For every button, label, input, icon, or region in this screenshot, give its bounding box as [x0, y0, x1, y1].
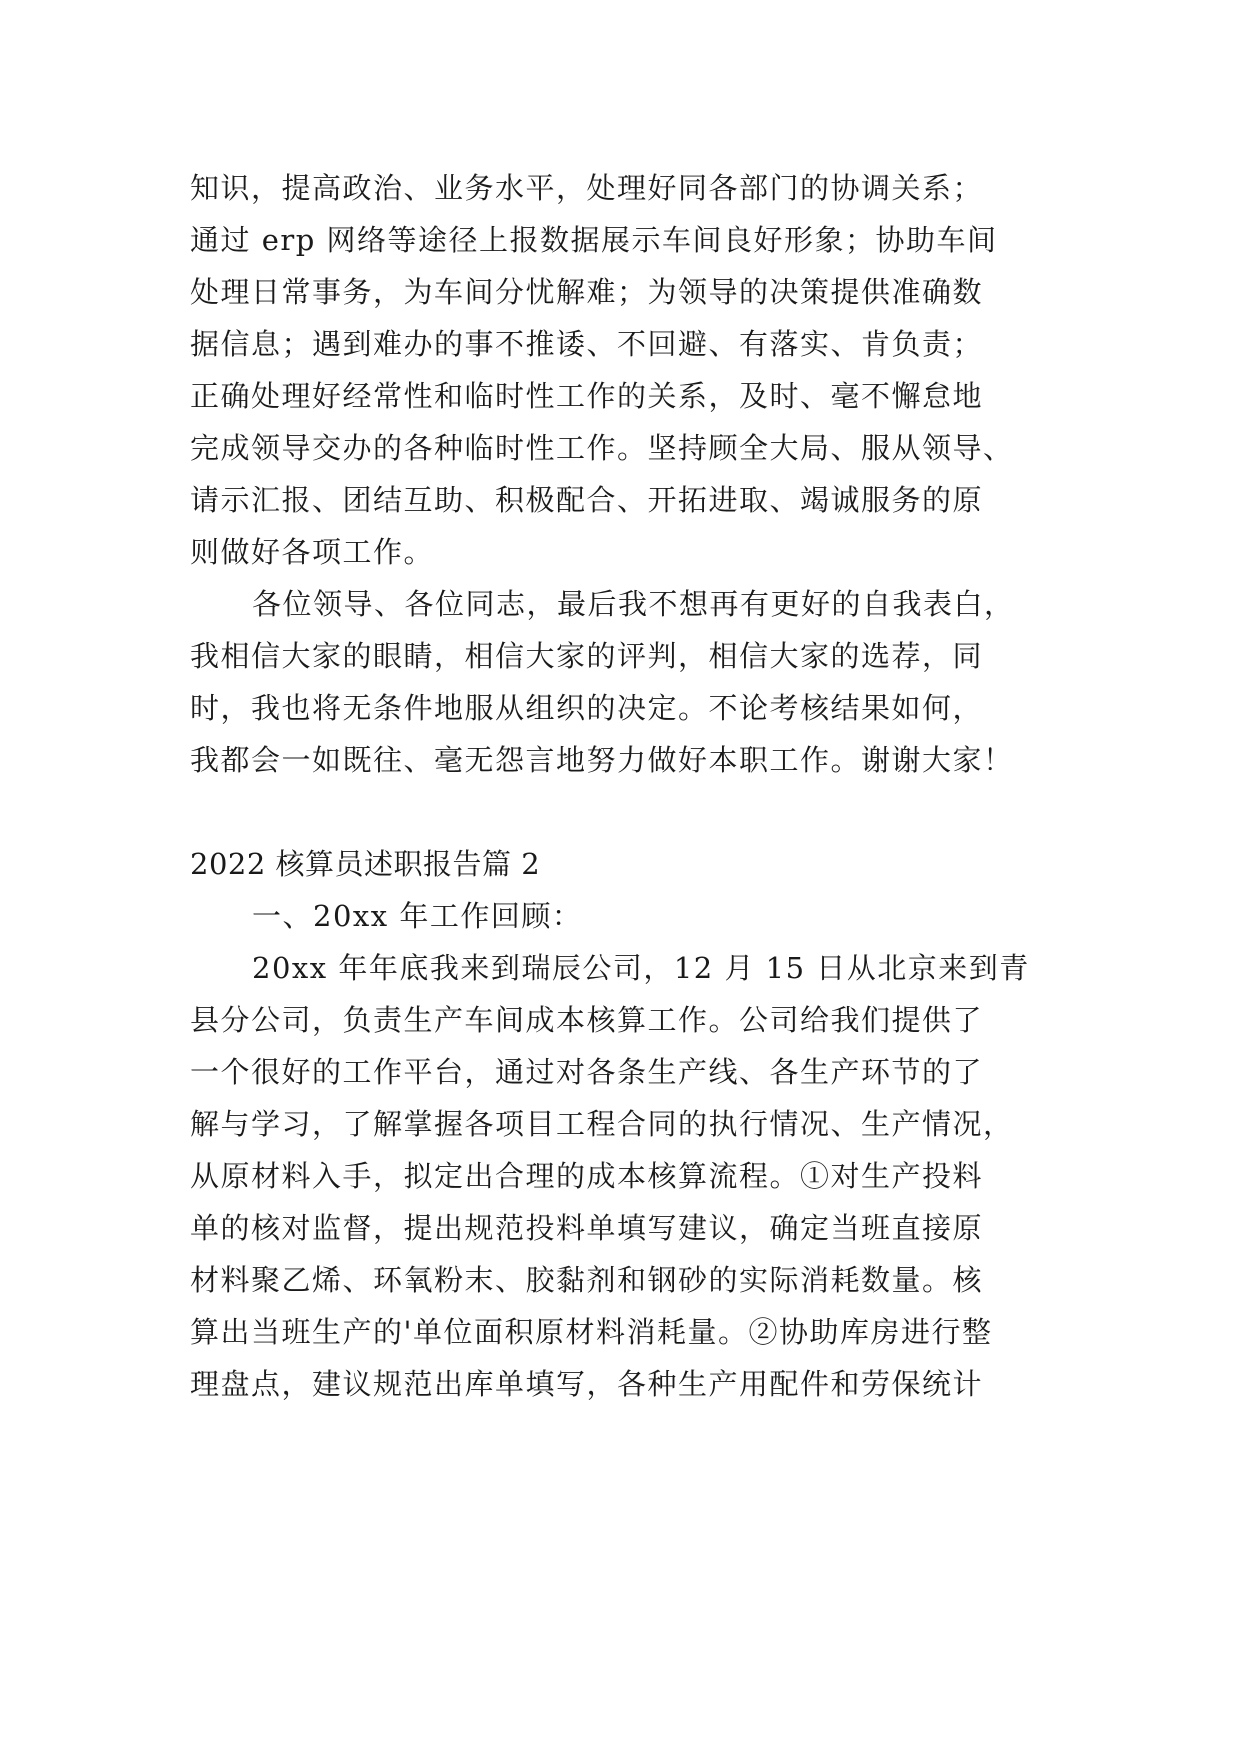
paragraph-line: 处理日常事务，为车间分忧解难；为领导的决策提供准确数: [190, 275, 984, 309]
paragraph-line: 一个很好的工作平台，通过对各条生产线、各生产环节的了: [190, 1055, 984, 1089]
paragraph-line: 从原材料入手，拟定出合理的成本核算流程。①对生产投料: [190, 1159, 984, 1193]
paragraph-line: 据信息；遇到难办的事不推诿、不回避、有落实、肯负责；: [190, 327, 984, 361]
subheading: 一、20xx 年工作回顾：: [252, 899, 583, 933]
paragraph-line: 算出当班生产的'单位面积原材料消耗量。②协助库房进行整: [190, 1315, 993, 1349]
paragraph-line: 则做好各项工作。: [190, 535, 435, 569]
paragraph-line: 请示汇报、团结互助、积极配合、开拓进取、竭诚服务的原: [190, 483, 984, 517]
paragraph-line: 我相信大家的眼睛，相信大家的评判，相信大家的选荐，同: [190, 639, 984, 673]
paragraph-line: 各位领导、各位同志，最后我不想再有更好的自我表白，: [252, 587, 1015, 621]
paragraph-line: 我都会一如既往、毫无怨言地努力做好本职工作。谢谢大家！: [190, 743, 1014, 777]
paragraph-line: 单的核对监督，提出规范投料单填写建议，确定当班直接原: [190, 1211, 984, 1245]
paragraph-line: 20xx 年年底我来到瑞辰公司，12 月 15 日从北京来到青: [252, 951, 1030, 985]
paragraph-line: 材料聚乙烯、环氧粉末、胶黏剂和钢砂的实际消耗数量。核: [190, 1263, 984, 1297]
paragraph-line: 完成领导交办的各种临时性工作。坚持顾全大局、服从领导、: [190, 431, 1014, 465]
paragraph-line: 理盘点，建议规范出库单填写，各种生产用配件和劳保统计: [190, 1367, 984, 1401]
paragraph-line: 解与学习，了解掌握各项目工程合同的执行情况、生产情况，: [190, 1107, 1014, 1141]
paragraph-line: 时，我也将无条件地服从组织的决定。不论考核结果如何，: [190, 691, 984, 725]
paragraph-line: 知识，提高政治、业务水平，处理好同各部门的协调关系；: [190, 171, 984, 205]
paragraph-line: 正确处理好经常性和临时性工作的关系，及时、毫不懈怠地: [190, 379, 984, 413]
paragraph-line: 县分公司，负责生产车间成本核算工作。公司给我们提供了: [190, 1003, 984, 1037]
section-title: 2022 核算员述职报告篇 2: [190, 847, 541, 881]
paragraph-line: 通过 erp 网络等途径上报数据展示车间良好形象；协助车间: [190, 223, 998, 257]
